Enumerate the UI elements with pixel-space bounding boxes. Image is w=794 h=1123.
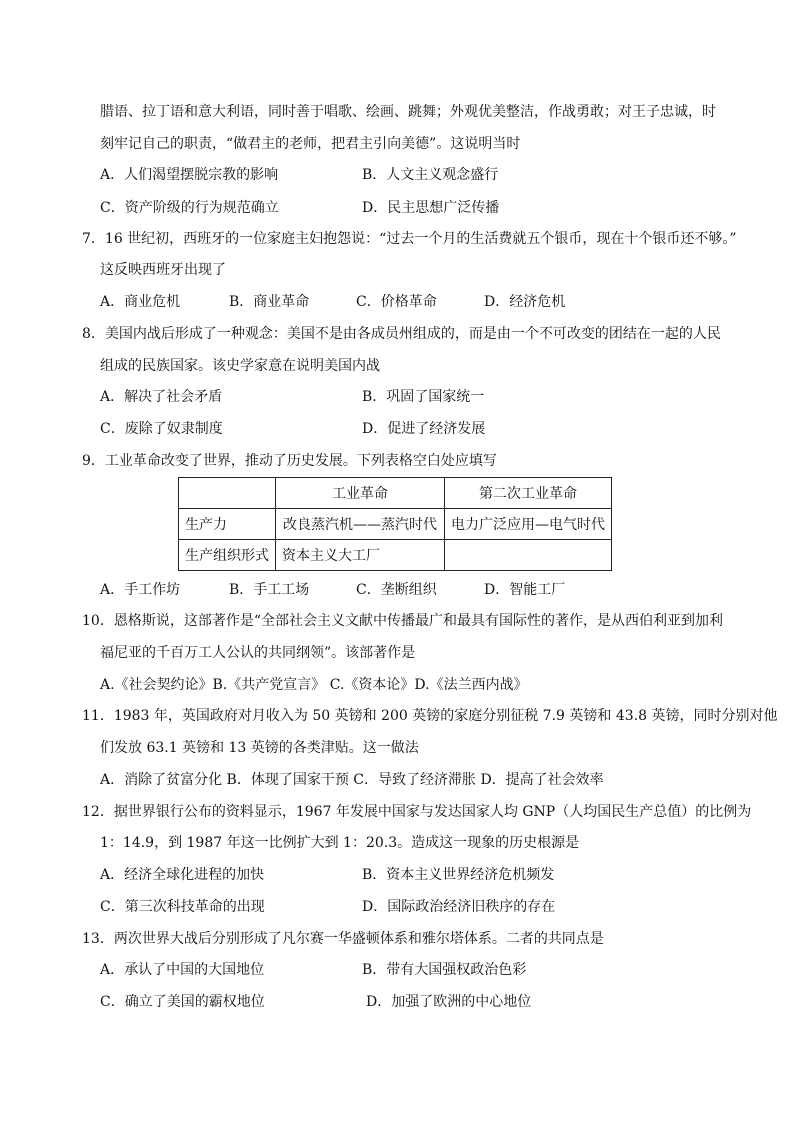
table-cell-blank: [445, 540, 612, 571]
table-row: [179, 509, 612, 540]
q8-text-line-1: 8．美国内战后形成了一种观念：美国不是由各成员州组成的，而是由一个不可改变的团结在一起的人民: [82, 326, 721, 342]
q13-text-line-1: 13．两次世界大战后分别形成了凡尔赛一华盛顿体系和雅尔塔体系。二者的共同点是: [82, 931, 604, 947]
q12-text-line-2: 1：14.9，到 1987 年这一比例扩大到 1：20.3。造成这一现象的历史根源是: [100, 835, 580, 851]
q9-table: [178, 477, 612, 571]
q7-option-a: A．商业危机: [100, 294, 181, 310]
table-cell: 改良蒸汽机——蒸汽时代: [276, 509, 445, 540]
q6-text-line-1: 腊语、拉丁语和意大利语，同时善于唱歌、绘画、跳舞；外观优美整洁，作战勇敢；对王子忠诚，时: [100, 104, 716, 120]
q6-option-b: B．人文主义观念盛行: [362, 167, 499, 183]
table-row: [179, 540, 612, 571]
q7-option-b: B．商业革命: [229, 294, 310, 310]
q11-text-line-2: 们发放 63.1 英镑和 13 英镑的各类津贴。这一做法: [100, 740, 419, 756]
q12-option-d: D．国际政治经济旧秩序的存在: [362, 899, 556, 915]
q13-option-d: D．加强了欧洲的中心地位: [366, 994, 532, 1010]
table-cell: 资本主义大工厂: [276, 540, 445, 571]
q8-option-d: D．促进了经济发展: [362, 421, 486, 437]
q8-option-a: A．解决了社会矛盾: [100, 389, 223, 405]
q9-option-b: B．手工工场: [229, 582, 310, 598]
table-cell: 电力广泛应用—电气时代: [445, 509, 612, 540]
q10-text-line-2: 福尼亚的千百万工人公认的共同纲领”。该部著作是: [100, 645, 416, 661]
q9-option-c: C．垄断组织: [356, 582, 437, 598]
table-cell: 生产组织形式: [179, 540, 276, 571]
q7-option-d: D．经济危机: [484, 294, 566, 310]
q9-option-a: A．手工作坊: [100, 582, 181, 598]
q10-text-line-1: 10．恩格斯说，这部著作是“全部社会主义文献中传播最广和最具有国际性的著作，是从西伯利亚到加利: [82, 613, 723, 629]
q12-option-a: A．经济全球化进程的加快: [100, 867, 265, 883]
q9-option-d: D．智能工厂: [484, 582, 566, 598]
q8-text-line-2: 组成的民族国家。该史学家意在说明美国内战: [100, 358, 380, 374]
table-row: [179, 478, 612, 509]
q6-text-line-2: 刻牢记自己的职责，“做君主的老师，把君主引向美德”。这说明当时: [100, 136, 521, 152]
table-header-cell: 工业革命: [276, 478, 445, 509]
q6-option-a: A．人们渴望摆脱宗教的影响: [100, 167, 279, 183]
q13-option-b: B．带有大国强权政治色彩: [362, 962, 527, 978]
q8-option-c: C．废除了奴隶制度: [100, 421, 223, 437]
table-cell: [179, 478, 276, 509]
q7-text-line-2: 这反映西班牙出现了: [100, 262, 226, 278]
q12-option-b: B．资本主义世界经济危机频发: [362, 867, 555, 883]
q12-text-line-1: 12．据世界银行公布的资料显示，1967 年发展中国家与发达国家人均 GNP（人均国民生产总值）的比例为: [82, 804, 752, 820]
q11-text-line-1: 11．1983 年，英国政府对月收入为 50 英镑和 200 英镑的家庭分别征税 7.9 英镑和 43.8 英镑，同时分别对他: [82, 708, 778, 724]
q11-options-line: A．消除了贫富分化 B．体现了国家干预 C．导致了经济滞胀 D．提高了社会效率: [100, 772, 604, 788]
q7-option-c: C．价格革命: [356, 294, 437, 310]
q8-option-b: B．巩固了国家统一: [362, 389, 485, 405]
q7-text-line-1: 7．16 世纪初，西班牙的一位家庭主妇抱怨说：“过去一个月的生活费就五个银币，现在十个银币还不够。”: [82, 231, 737, 247]
table-cell: 生产力: [179, 509, 276, 540]
q12-option-c: C．第三次科技革命的出现: [100, 899, 265, 915]
q10-options-line: A.《社会契约论》B.《共产党宣言》 C.《资本论》D.《法兰西内战》: [100, 677, 528, 693]
q13-option-c: C．确立了美国的霸权地位: [100, 994, 265, 1010]
q6-option-d: D．民主思想广泛传播: [362, 200, 500, 216]
q6-option-c: C．资产阶级的行为规范确立: [100, 200, 279, 216]
q9-text-line: 9．工业革命改变了世界，推动了历史发展。下列表格空白处应填写: [82, 453, 497, 469]
q13-option-a: A．承认了中国的大国地位: [100, 962, 265, 978]
table-header-cell: 第二次工业革命: [445, 478, 612, 509]
